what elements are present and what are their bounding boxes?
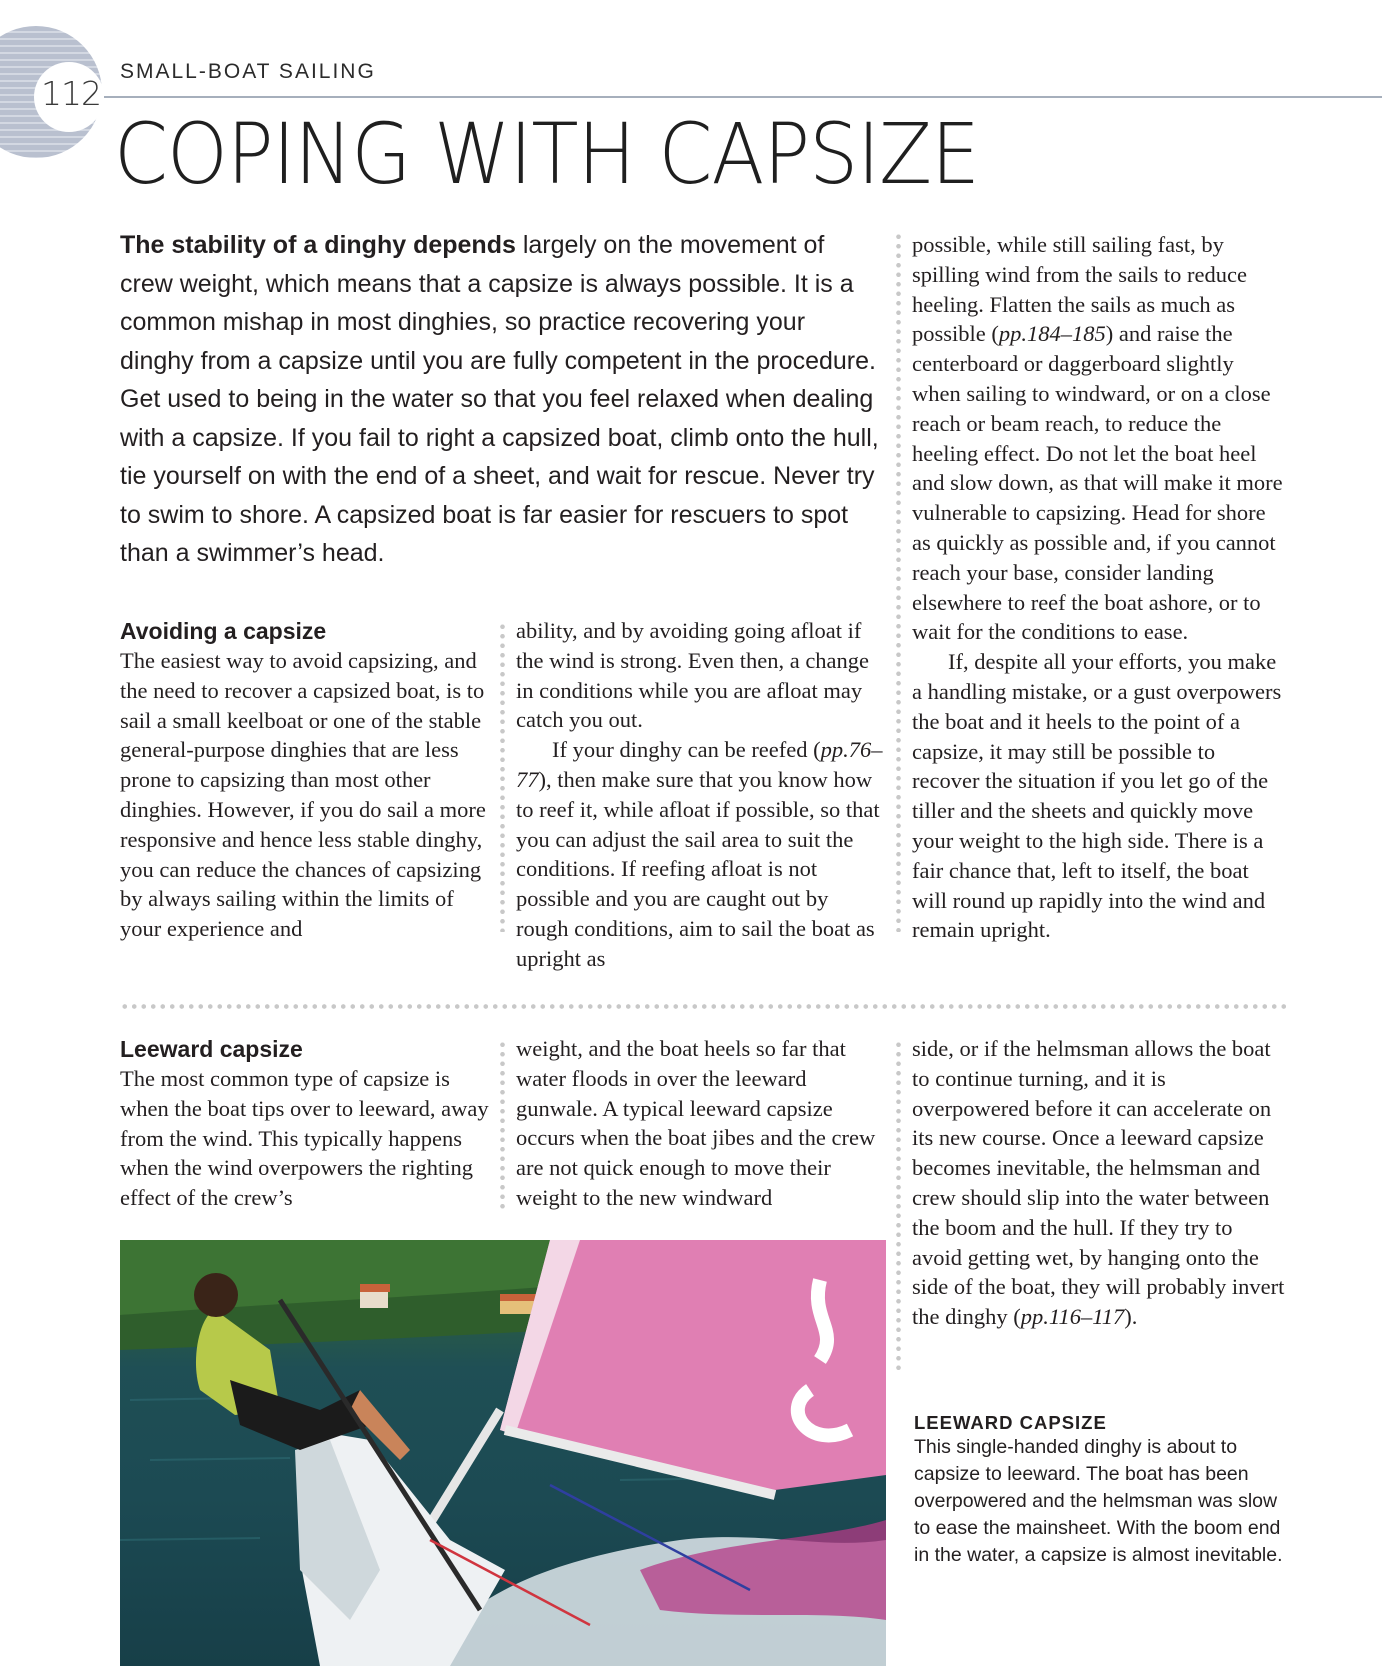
page-ref: pp.76–77 [516,737,883,792]
dinghy-illustration [120,1240,886,1666]
running-head: SMALL-BOAT SAILING [120,60,376,83]
intro-lead: The stability of a dinghy depends [120,231,516,259]
page-ref: pp.116–117 [1020,1304,1125,1330]
column-divider-dots [500,622,505,932]
paragraph: If, despite all your efforts, you make a handling mistake, or a gust overpowers the boat and it heels to the point of a capsize, it may still be possible to recover the situation if you let go of the tiller and the sheets and quickly move your weight to the high side. There is a fair chance that, left to itself, the boat will round up rapidly into the wind and remain upright. [912,649,1282,943]
section-divider-dots [120,1004,1288,1009]
paragraph: ability, and by avoiding going afloat if the wind is strong. Even then, a change in conditions while you are afloat may catch you out. [516,618,870,733]
column-divider-dots [896,1040,901,1370]
paragraph: The most common type of capsize is when the boat tips over to leeward, away from the wind. This typically happens when the wind overpowers the righting effect of the crew’s [120,1066,489,1211]
avoiding-column-2 [516,616,886,974]
header-rule [104,96,1382,98]
page-number: 112 [41,74,101,113]
intro-text: largely on the movement of crew weight, which means that a capsize is always possible. It is a common mishap in most dinghies, so practice recovering your dinghy from a capsize until you are fully competent in the procedure. Get used to being in the water so that you feel relaxed when dealing with a capsize. If you fail to right a capsized boat, climb onto the hull, tie yourself on with the end of a sheet, and wait for rescue. Never try to swim to shore. A capsized boat is far easier for rescuers to spot than a swimmer’s head. [120,231,879,567]
leeward-column-3 [912,1034,1287,1332]
avoiding-column-1 [120,616,495,944]
paragraph [516,735,886,973]
section-heading-avoiding: Avoiding a capsize [120,618,327,644]
leeward-column-2 [516,1034,886,1213]
text: If your dinghy can be reefed ( [552,737,821,763]
section-heading-leeward: Leeward capsize [120,1036,303,1062]
text: ). [1124,1304,1138,1330]
intro-paragraph [120,226,880,573]
text: ), then make sure that you know how to reef it, while afloat if possible, so that you can adjust the sail area to suit the conditions. If reefing afloat is not possible and you are caught out by rough conditions, aim to sail the boat as upright as [516,766,880,971]
caption-heading: LEEWARD CAPSIZE [914,1412,1107,1433]
right-column-top [912,230,1287,945]
text: ) and raise the centerboard or daggerboard slightly when sailing to windward, or on a close reach or beam reach, to reduce the heeling effect. Do not let the boat heel and slow down, as that will make it more vulnerable to capsizing. Head for shore as quickly as possible and, if you cannot reach your base, consider landing elsewhere to reef the boat ashore, or to wait for the conditions to ease. [912,321,1283,645]
leeward-column-1 [120,1034,495,1213]
caption-text: This single-handed dinghy is about to capsize to leeward. The boat has been overpowered and the helmsman was slow to ease the mainsheet. With the boom end in the water, a capsize is almost inevitable. [914,1436,1283,1566]
page-title: COPING WITH CAPSIZE [114,105,980,203]
paragraph: weight, and the boat heels so far that water floods in over the leeward gunwale. A typical leeward capsize occurs when the boat jibes and the crew are not quick enough to move their weight to the new windward [516,1036,876,1210]
photo-caption [914,1412,1294,1569]
column-divider-dots [896,232,901,932]
photo-leeward-capsize [120,1240,886,1666]
text: possible, while still sailing fast, by spilling wind from the sails to reduce heeling. Flatten the sails as much as possible ( [912,232,1247,347]
page-ref: pp.184–185 [998,321,1106,347]
column-divider-dots [500,1040,505,1210]
paragraph: The easiest way to avoid capsizing, and the need to recover a capsized boat, is to sail a small keelboat or one of the stable general-purpose dinghies that are less prone to capsizing than most other dinghies. However, if you do sail a more responsive and hence less stable dinghy, you can reduce the chances of capsizing by always sailing within the limits of your experience and [120,648,486,942]
text: side, or if the helmsman allows the boat to continue turning, and it is overpowered before it can accelerate on its new course. Once a leeward capsize becomes inevitable, the helmsman and crew should slip into the water between the boom and the hull. If they try to avoid getting wet, by hanging onto the side of the boat, they will probably invert the dinghy ( [912,1036,1285,1330]
